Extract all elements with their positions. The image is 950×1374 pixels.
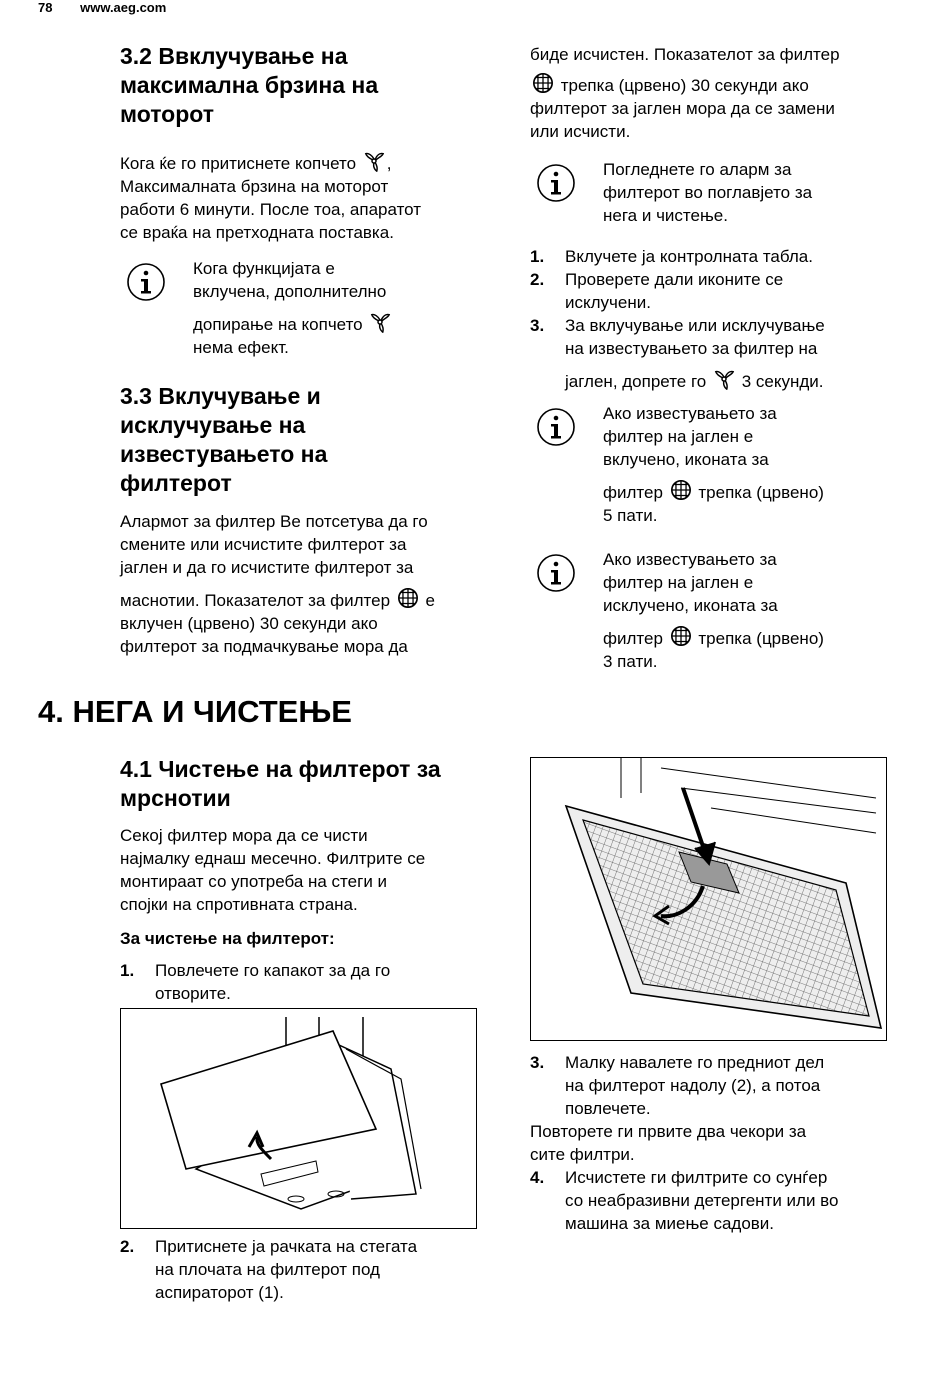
fan-speed-icon — [713, 368, 735, 390]
website-url: www.aeg.com — [80, 0, 167, 15]
cleaning-subheading: За чистење на филтерот: — [120, 929, 335, 948]
repeat-instruction: Повторете ги првите два чекори за сите филтри. — [530, 1122, 807, 1164]
section-3-2 — [120, 42, 500, 129]
grease-filter-icon — [397, 587, 419, 609]
step-1-open-cover: 1. Повлечете го капакот за да го отворите. — [120, 961, 391, 1003]
section-3-3-title: 3.3 Вклучување и исклучување на известувањето на филтерот — [120, 383, 328, 496]
info-icon — [536, 553, 576, 593]
info-icon — [536, 407, 576, 447]
section-3-3-body: Алармот за филтер Ве потсетува да го смените или исчистите филтерот за јаглен и да го исчистите филтерот за маснотии. Показателот за филтер е вклучен (црвено) 30 секунди ако филтерот за подмачкување мора да — [120, 512, 435, 656]
grease-filter-icon — [670, 479, 692, 501]
info-icon — [536, 163, 576, 203]
hood-cover-illustration — [120, 1008, 477, 1229]
page-header — [38, 0, 190, 15]
alarm-steps — [530, 245, 920, 393]
step-1: 1. Вклучете ја контролната табла. — [530, 247, 813, 266]
grease-filter-drawing — [531, 758, 886, 1040]
grease-filter-icon — [532, 72, 554, 94]
step-2: 2. Проверете дали иконите се исклучени. — [530, 270, 784, 312]
note-alarm-off: Ако известувањето за филтер на јаглен е исклучено, иконата за филтер трепка (црвено) 3 пати. — [603, 550, 824, 671]
step-2-press-handle: 2. Притиснете ја рачката на стегата на плочата на филтерот под аспираторот (1). — [120, 1237, 418, 1302]
step-3: 3. За вклучување или исклучување на известувањето за филтер на јаглен, допрете го 3 секунди. — [530, 316, 825, 391]
step-4-clean-filters: 4. Исчистете ги филтрите со сунѓер со неабразивни детергенти или во машина за миење садови. — [530, 1168, 839, 1233]
section-3-2-note: Кога функцијата е вклучена, дополнително допирање на копчето нема ефект. — [193, 257, 493, 359]
section-4-1-title: 4.1 Чистење на филтерот за мрснотии — [120, 756, 441, 811]
section-3-2-title: 3.2 Ввклучување на максимална брзина на моторот — [120, 43, 379, 127]
note-alarm-on: Ако известувањето за филтер на јаглен е вклучено, иконата за филтер трепка (црвено) 5 пати. — [603, 404, 824, 525]
note-see-alarm: Погледнете го аларм за филтерот во поглавјето за нега и чистење. — [603, 160, 813, 225]
section-4-1-body: Секој филтер мора да се чисти најмалку еднаш месечно. Филтрите се монтираат со употреба на стеги и спојки на спротивната страна. — [120, 826, 426, 914]
info-icon — [126, 262, 166, 302]
filter-indicator-continued: биде исчистен. Показателот за филтер трепка (црвено) 30 секунди ако филтерот за јаглен мора да се замени или исчисти. — [530, 45, 840, 141]
grease-filter-icon — [670, 625, 692, 647]
section-3-3 — [120, 382, 500, 498]
chapter-4-title: 4. НЕГА И ЧИСТЕЊЕ — [38, 694, 352, 729]
section-4-1 — [120, 755, 510, 813]
hood-open-cover-drawing — [121, 1009, 476, 1228]
fan-speed-icon — [363, 150, 385, 172]
page-number: 78 — [38, 0, 53, 15]
filter-removal-illustration — [530, 757, 887, 1041]
fan-speed-icon — [369, 311, 391, 333]
section-3-2-body: Кога ќе го притиснете копчето , Максималната брзина на моторот работи 6 минути. После тоа, апаратот се враќа на претходната поставка. — [120, 150, 500, 244]
step-3-tilt-filter: 3. Малку навалете го предниот дел на филтерот надолу (2), а потоа повлечете. — [530, 1053, 825, 1118]
